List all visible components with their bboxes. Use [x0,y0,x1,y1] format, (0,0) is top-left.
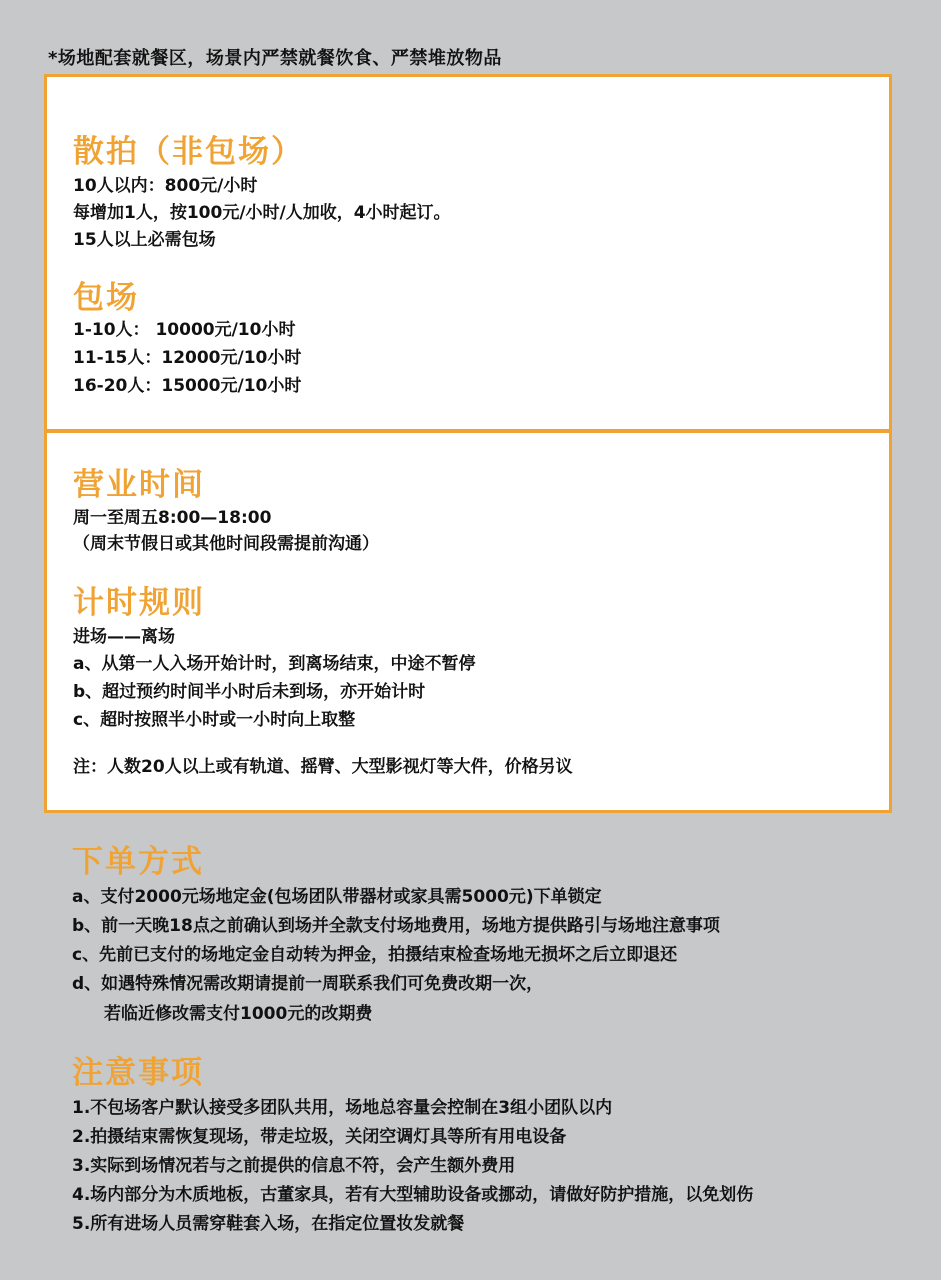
timing-line: b、超过预约时间半小时后未到场，亦开始计时 [73,682,426,702]
timing-line: a、从第一人入场开始计时，到离场结束，中途不暂停 [73,654,476,674]
ordering-line: b、前一天晚18点之前确认到场并全款支付场地费用，场地方提供路引与场地注意事项 [72,916,720,936]
scattered-line: 每增加1人，按100元/小时/人加收，4小时起订。 [73,203,451,223]
notice-title: 注意事项 [72,1055,204,1091]
timing-line: c、超时按照半小时或一小时向上取整 [73,710,356,730]
ordering-line: d、如遇特殊情况需改期请提前一周联系我们可免费改期一次， [72,974,544,994]
notice-line: 5.所有进场人员需穿鞋套入场，在指定位置妆发就餐 [72,1214,465,1234]
full-booking-line: 11-15人：12000元/10小时 [73,348,302,368]
full-booking-line: 16-20人：15000元/10小时 [73,376,302,396]
timing-line: 进场——离场 [73,627,175,647]
scattered-line: 10人以内：800元/小时 [73,176,258,196]
ordering-title: 下单方式 [72,844,204,880]
notice-line: 3.实际到场情况若与之前提供的信息不符，会产生额外费用 [72,1156,516,1176]
top-note: *场地配套就餐区，场景内严禁就餐饮食、严禁堆放物品 [48,48,502,69]
ordering-line: c、先前已支付的场地定金自动转为押金，拍摄结束检查场地无损坏之后立即退还 [72,945,678,965]
full-booking-title: 包场 [73,280,139,316]
notice-line: 1.不包场客户默认接受多团队共用，场地总容量会控制在3组小团队以内 [72,1098,613,1118]
hours-line: （周末节假日或其他时间段需提前沟通） [73,534,379,554]
notice-line: 4.场内部分为木质地板，古董家具，若有大型辅助设备或挪动，请做好防护措施，以免划伤 [72,1185,754,1205]
notice-line: 2.拍摄结束需恢复现场，带走垃圾，关闭空调灯具等所有用电设备 [72,1127,567,1147]
scattered-line: 15人以上必需包场 [73,230,216,250]
scattered-title: 散拍（非包场） [73,134,304,170]
hours-line: 周一至周五8:00—18:00 [73,508,272,528]
ordering-continuation: 若临近修改需支付1000元的改期费 [104,1004,373,1024]
hours-title: 营业时间 [73,467,205,503]
timing-title: 计时规则 [73,585,205,621]
full-booking-line: 1-10人： 10000元/10小时 [73,320,296,340]
timing-note: 注：人数20人以上或有轨道、摇臂、大型影视灯等大件，价格另议 [73,757,573,777]
ordering-line: a、支付2000元场地定金(包场团队带器材或家具需5000元)下单锁定 [72,887,602,907]
